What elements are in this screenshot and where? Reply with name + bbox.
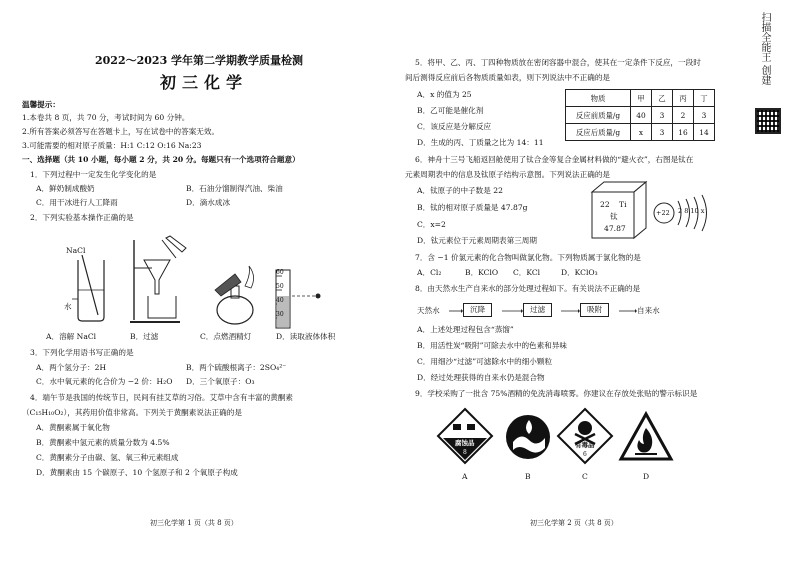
subject-title: 初三化学 [160,73,249,92]
q1-option-a: A．鲜奶制成酸奶 [36,184,95,193]
table-header-cell: 甲 [631,90,652,107]
sign-label-a: A [462,472,468,481]
q7-option-c: C．KCl [513,268,541,277]
sign-a-number: 8 [463,449,467,456]
q3-stem: 3．下列化学用语书写正确的是 [30,348,134,357]
q2-option-b: B．过滤 [130,332,159,341]
q8-option-d: D．经过处理获得的自来水仍是混合物 [417,373,545,382]
q8-option-b: B．用活性炭“吸附”可除去水中的色素和异味 [417,341,568,350]
scale-50: 50 [276,283,284,290]
q5-stem-line-2: 间后测得反应前后各物质质量如表，则下列说法中不正确的是 [405,73,611,82]
q2-option-c: C．点燃酒精灯 [200,332,252,341]
ti-nucleus-charge: +22 [656,209,670,217]
q8-stem: 8．由天然水生产自来水的部分处理过程如下。有关说法不正确的是 [415,284,641,293]
q6-stem-line-1: 6．神舟十三号飞船返回舱使用了钛合金等复合金属材料做的“避火衣”，右图是钛在 [415,155,694,164]
table-cell: 3 [694,107,715,124]
tips-header: 温馨提示： [22,100,60,109]
q5-option-d: D．生成的丙、丁质量之比为 14：11 [417,138,544,147]
q4-option-b: B．黄酮素中氢元素的质量分数为 4.5% [36,438,170,447]
flow-step-settle: 沉降 [463,303,492,317]
table-cell: 反应后质量/g [566,124,631,141]
q2-option-a: A．溶解 NaCl [46,332,97,341]
q5-option-c: C．该反应是分解反应 [417,122,492,131]
flammable-sign-icon [619,412,673,462]
table-header-cell: 物质 [566,90,631,107]
q6-option-a: A．钛原子的中子数是 22 [417,186,503,195]
q7-option-d: D．KClO₃ [561,268,598,277]
table-cell: 40 [631,107,652,124]
right-page [405,0,794,561]
dissolve-figure [70,255,110,325]
q3-option-b: B．两个硫酸根离子：2SO₄²⁻ [186,363,287,372]
scale-60: 60 [276,269,284,276]
scale-30: 30 [276,311,284,318]
q4-stem-line-2: （C₁₅H₁₀O₂），其药用价值非常高。下列关于黄酮素说法正确的是 [22,408,242,417]
q8-option-a: A．上述处理过程包含“蒸馏” [417,325,514,334]
q7-option-b: B．KClO [465,268,499,277]
q1-option-c: C．用干冰进行人工降雨 [36,198,118,207]
table-cell: x [631,124,652,141]
q5-option-a: A．x 的值为 25 [417,90,472,99]
sign-c-number: 6 [583,451,587,458]
flow-step-filter: 过滤 [523,303,552,317]
sign-label-d: D [643,472,650,481]
q4-option-d: D．黄酮素由 15 个碳原子、10 个氢原子和 2 个氧原子构成 [36,468,238,477]
left-footer: 初三化学第 1 页（共 8 页） [150,519,238,527]
q4-stem-line-1: 4．端午节是我国的传统节日，民间有挂艾草的习俗。艾草中含有丰富的黄酮素 [30,393,294,402]
q1-option-d: D．滴水成冰 [186,198,231,207]
q5-option-b: B．乙可能是催化剂 [417,106,484,115]
tip-1: 1.本卷共 8 页，共 70 分，考试时间为 60 分钟。 [22,113,190,122]
q5-stem-line-1: 5．将甲、乙、丙、丁四种物质放在密闭容器中混合，使其在一定条件下反应，一段时 [415,58,701,67]
qr-code-icon [755,108,781,134]
table-cell: 3 [652,107,673,124]
sign-a-text: 腐蚀品 [455,439,475,447]
q3-option-d: D．三个氧原子：O₃ [186,377,255,386]
right-footer: 初三化学第 2 页（共 8 页） [530,519,618,527]
flow-start: 天然水 [417,306,440,315]
ti-name: 钛 [610,212,618,221]
table-cell: 16 [673,124,694,141]
q1-stem: 1．下列过程中一定发生化学变化的是 [30,170,157,179]
table-cell: 2 [673,107,694,124]
q6-option-c: C．x=2 [417,220,446,229]
nacl-label: NaCl [66,246,86,255]
q3-option-c: C．水中氧元素的化合价为 −2 价：H₂O [36,377,173,386]
q8-option-c: C．用细沙“过滤”可滤除水中的细小颗粒 [417,357,553,366]
filter-figure [130,238,190,326]
tip-3: 3.可能需要的相对原子质量：H:1 C:12 O:16 Na:23 [22,141,202,150]
table-cell: 14 [694,124,715,141]
water-reactive-sign-icon [505,414,551,460]
table-cell: 3 [652,124,673,141]
q6-option-d: D．钛元素位于元素周期表第三周期 [417,236,537,245]
tip-2: 2.所有答案必须答写在答题卡上，写在试卷中的答案无效。 [22,127,220,136]
table-cell: 反应前质量/g [566,107,631,124]
ti-mass: 47.87 [604,224,626,233]
sign-c-text: 有毒品 [575,441,595,449]
q2-stem: 2．下列实验基本操作正确的是 [30,213,134,222]
q2-option-d: D．读取液体体积 [276,332,336,341]
q7-stem: 7．含 −1 价氯元素的化合物叫做氯化物。下列物质属于氯化物的是 [415,253,641,262]
sign-label-c: C [582,472,588,481]
q7-option-a: A．Cl₂ [417,268,442,277]
scale-40: 40 [276,297,284,304]
q6-stem-line-2: 元素周期表中的信息及钛原子结构示意图。下列说法正确的是 [405,170,611,179]
alcohol-lamp-figure [205,266,265,328]
ti-symbol: Ti [619,200,627,209]
section-1-heading: 一、选择题（共 10 小题，每小题 2 分，共 20 分。每题只有一个选项符合题意） [22,155,300,164]
q4-option-a: A．黄酮素属于氧化物 [36,423,110,432]
table-header-cell: 丁 [694,90,715,107]
scanner-watermark: 扫描全能王 创建 [759,12,770,86]
q9-stem: 9．学校采购了一批含 75%酒精的免洗消毒喷雾。你建议在存放处张贴的警示标识是 [415,389,698,398]
exam-title: 2022～2023 学年第二学期教学质量检测 [95,54,304,67]
ti-shell-electrons: 2 8 10 x [678,207,705,215]
q3-option-a: A．两个氢分子：2H [36,363,107,372]
table-header-cell: 乙 [652,90,673,107]
flow-end: 自来水 [637,306,660,315]
q6-option-b: B．钛的相对原子质量是 47.87g [417,203,528,212]
sign-label-b: B [525,472,531,481]
q1-option-b: B．石油分馏制得汽油、柴油 [186,184,283,193]
table-header-cell: 丙 [673,90,694,107]
q4-option-c: C．黄酮素分子由碳、氢、氧三种元素组成 [36,453,179,462]
ti-atomic-number: 22 [600,200,610,209]
water-label: 水 [64,302,72,311]
flow-step-adsorb: 吸附 [580,303,609,317]
